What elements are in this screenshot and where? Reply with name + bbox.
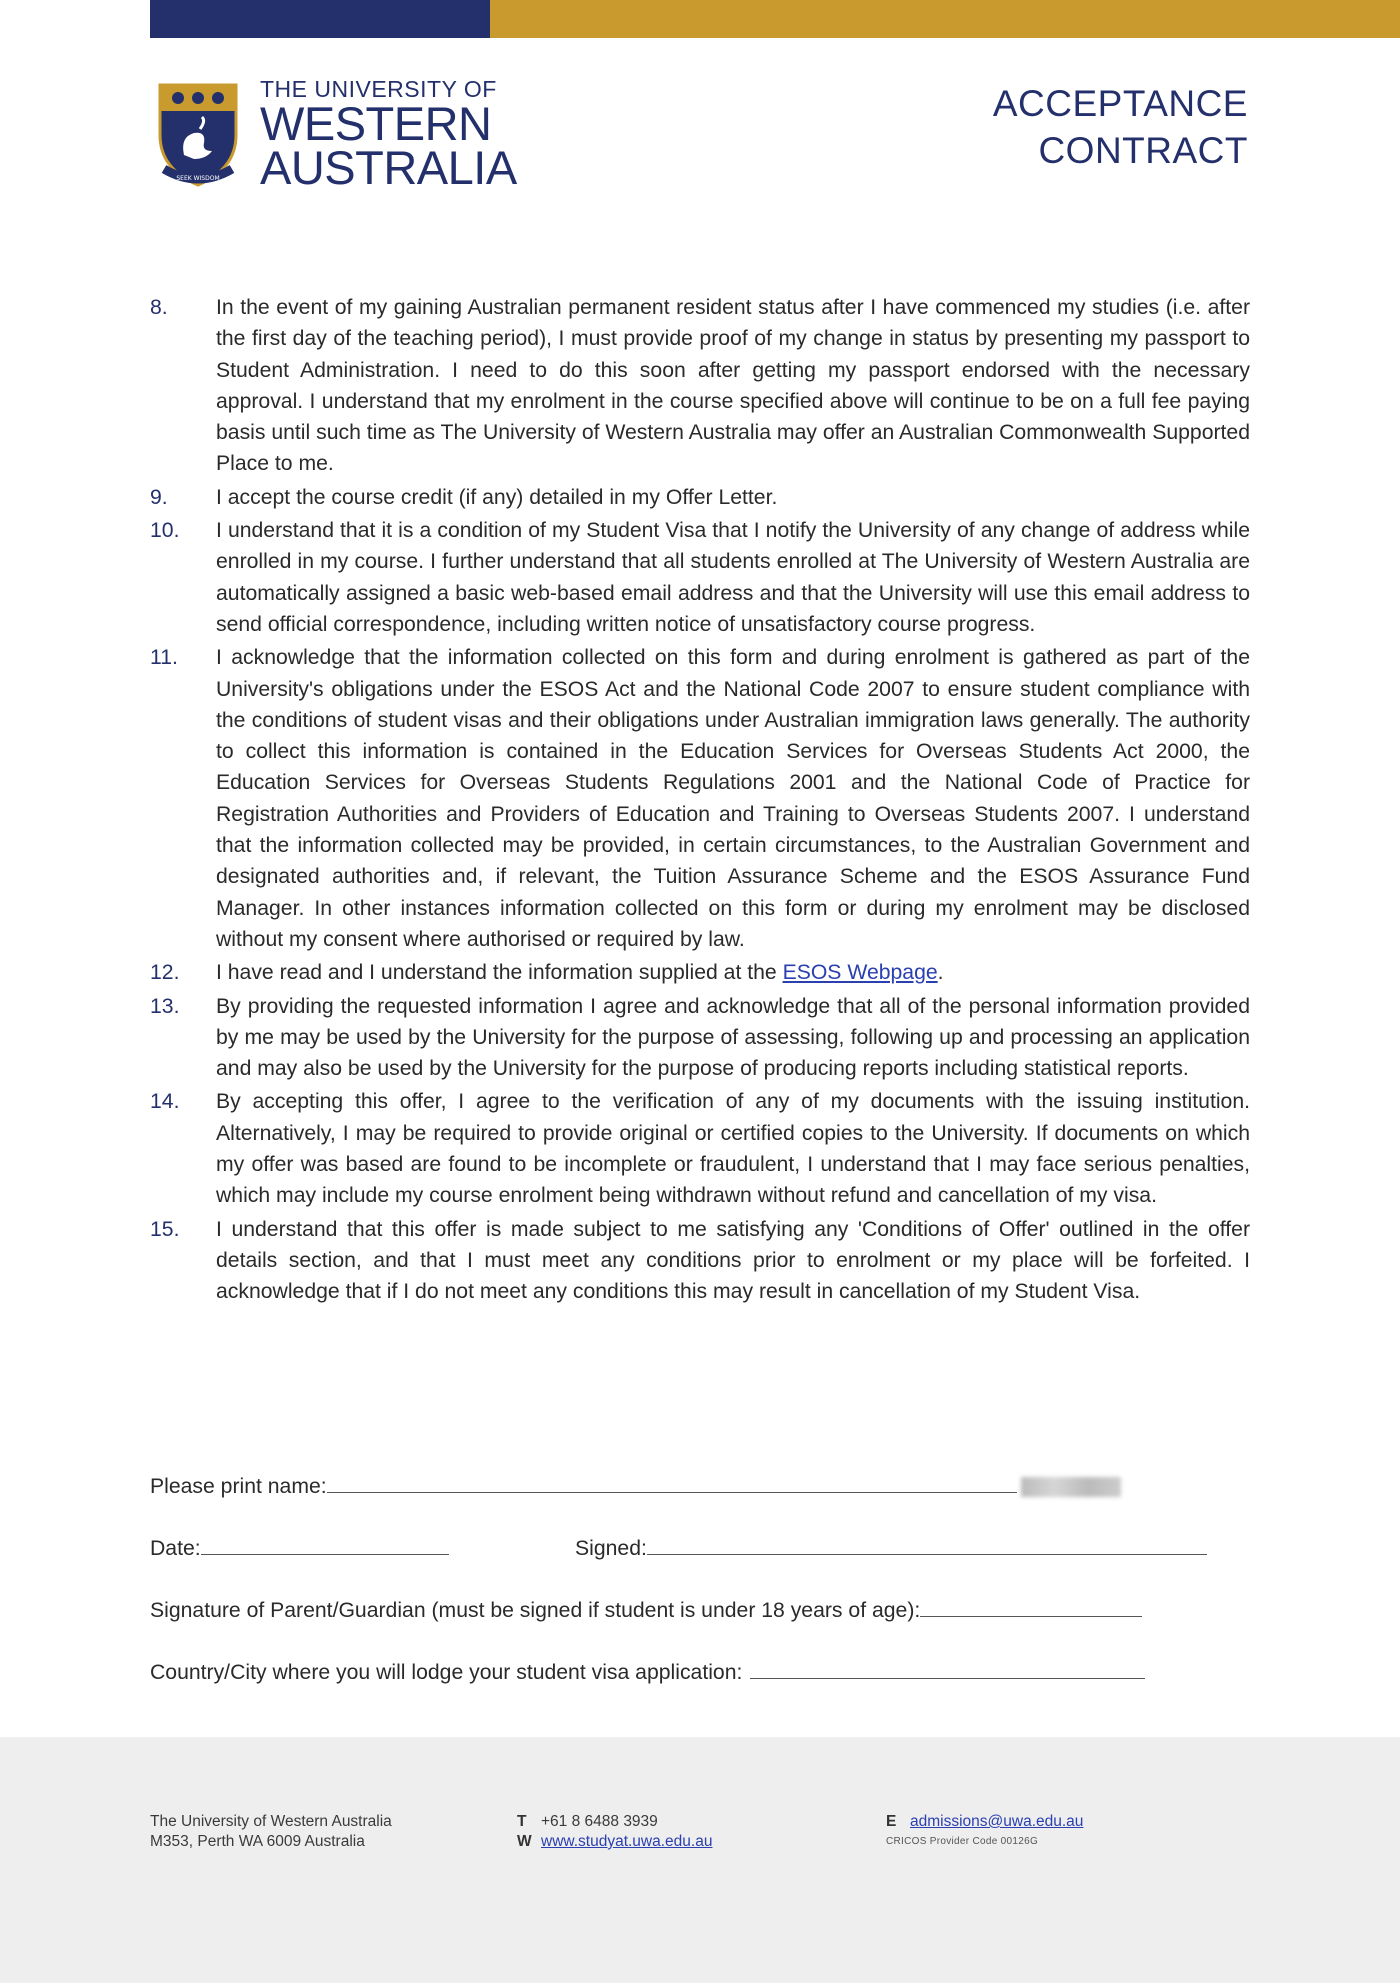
print-name-row bbox=[150, 1472, 1121, 1499]
clause-number: 8. bbox=[150, 296, 168, 319]
country-label: Country/City where you will lodge your student visa application: bbox=[150, 1661, 743, 1684]
clause-number: 11. bbox=[150, 646, 178, 670]
crest-icon bbox=[150, 77, 246, 189]
clause-text: In the event of my gaining Australian permanent resident status after I have commenced my studies (i.e. after the first day of the teaching period), I must provide proof of my change in status by presenting my passport to Student Administration. I need to do this soon after getting my passport endorsed with the necessary approval. I understand that my enrolment in the course specified above will continue to be on a full fee paying basis until such time as The University of Western Australia may offer an Australian Commonwealth Supported Place to me. bbox=[216, 296, 1250, 476]
email-link[interactable]: admissions@uwa.edu.au bbox=[910, 1813, 1084, 1830]
logo-line-2: WESTERN bbox=[260, 97, 492, 150]
phone-label: T bbox=[517, 1813, 527, 1830]
crest-motto: SEEK WISDOM bbox=[176, 175, 220, 182]
document-title bbox=[993, 80, 1248, 174]
clause-number: 12. bbox=[150, 961, 180, 985]
document-title-line-2: CONTRACT bbox=[1038, 130, 1248, 171]
redacted-name bbox=[1021, 1477, 1121, 1497]
clause-number: 15. bbox=[150, 1217, 180, 1241]
clause-number: 9. bbox=[150, 485, 168, 509]
header-bar-gold bbox=[490, 0, 1400, 38]
address-line-2: M353, Perth WA 6009 Australia bbox=[150, 1833, 365, 1850]
signed-row bbox=[575, 1534, 1207, 1561]
phone-number: +61 8 6488 3939 bbox=[541, 1813, 658, 1830]
date-label: Date: bbox=[150, 1537, 201, 1560]
document-title-line-1: ACCEPTANCE bbox=[992, 83, 1248, 124]
print-name-label: Please print name: bbox=[150, 1475, 327, 1498]
footer-email bbox=[886, 1812, 1083, 1852]
clause-12 bbox=[150, 957, 1250, 988]
clause-number: 14. bbox=[150, 1090, 180, 1114]
cricos-code: CRICOS Provider Code 00126G bbox=[886, 1836, 1039, 1847]
footer-address bbox=[150, 1812, 392, 1852]
guardian-signature-field[interactable] bbox=[920, 1596, 1142, 1617]
website-link[interactable]: www.studyat.uwa.edu.au bbox=[541, 1833, 713, 1850]
clause-15 bbox=[150, 1214, 1250, 1308]
country-row bbox=[150, 1658, 1145, 1685]
university-logo bbox=[150, 72, 517, 194]
clause-number: 10. bbox=[150, 519, 180, 543]
clause-text: By providing the requested information I agree and acknowledge that all of the personal information provided by me may be used by the University for the purpose of assessing, following up and processing an application and may also be used by the University for the purpose of producing reports including statistical reports. bbox=[216, 994, 1250, 1081]
clause-list bbox=[150, 292, 1250, 1310]
logo-line-3: AUSTRALIA bbox=[260, 141, 517, 194]
signature-field[interactable] bbox=[647, 1534, 1207, 1555]
clause-9 bbox=[150, 482, 1250, 513]
clause-11 bbox=[150, 642, 1250, 955]
clause-8 bbox=[150, 292, 1250, 480]
guardian-label: Signature of Parent/Guardian (must be signed if student is under 18 years of age): bbox=[150, 1599, 921, 1622]
clause-number: 13. bbox=[150, 994, 180, 1018]
clause-text: I acknowledge that the information collected on this form and during enrolment is gathered as part of the University's obligations under the ESOS Act and the National Code 2007 to ensure student compliance with the conditions of student visas and their obligations under Australian immigration laws generally. The authority to collect this information is contained in the Education Services for Overseas Students Act 2000, the Education Services for Overseas Students Regulations 2001 and the National Code of Practice for Registration Authorities and Providers of Education and Training to Overseas Students 2007. I understand that the information collected may be provided, in certain circumstances, to the Australian Government and designated authorities and, if relevant, the Tuition Assurance Scheme and the ESOS Assurance Fund Manager. In other instances information collected on this form or during my enrolment may be disclosed without my consent where authorised or required by law. bbox=[216, 646, 1250, 951]
country-city-field[interactable] bbox=[750, 1658, 1145, 1679]
email-label: E bbox=[886, 1813, 897, 1830]
clause-text: I accept the course credit (if any) detailed in my Offer Letter. bbox=[216, 485, 778, 509]
clause-text: I have read and I understand the information supplied at the bbox=[216, 961, 783, 985]
web-label: W bbox=[517, 1833, 532, 1850]
logo-line-1: THE UNIVERSITY OF bbox=[260, 76, 497, 102]
print-name-field[interactable] bbox=[327, 1472, 1017, 1493]
clause-text: I understand that this offer is made subject to me satisfying any 'Conditions of Offer' outlined in the offer details section, and that I must meet any conditions prior to enrolment or my place will be forfeited. I acknowledge that if I do not meet any conditions this may result in cancellation of my Student Visa. bbox=[216, 1217, 1250, 1304]
footer-contact bbox=[517, 1812, 712, 1852]
signed-label: Signed: bbox=[575, 1537, 647, 1560]
clause-14 bbox=[150, 1086, 1250, 1211]
footer bbox=[0, 1737, 1400, 1983]
date-row bbox=[150, 1534, 449, 1561]
esos-webpage-link[interactable]: ESOS Webpage bbox=[782, 961, 938, 985]
clause-text-end: . bbox=[937, 961, 944, 985]
guardian-row bbox=[150, 1596, 1142, 1623]
address-line-1: The University of Western Australia bbox=[150, 1813, 392, 1830]
date-field[interactable] bbox=[201, 1534, 449, 1555]
clause-text: I understand that it is a condition of my Student Visa that I notify the University of any change of address while enrolled in my course. I further understand that all students enrolled at The University of Western Australia are automatically assigned a basic web-based email address and that the University will use this email address to send official correspondence, including written notice of unsatisfactory course progress. bbox=[216, 519, 1250, 636]
clause-text: By accepting this offer, I agree to the verification of any of my documents with the issuing institution. Alternatively, I may be required to provide original or certified copies to the University. If documents on which my offer was based are found to be incomplete or fraudulent, I understand that I may face serious penalties, which may include my course enrolment being withdrawn without refund and cancellation of my visa. bbox=[216, 1090, 1250, 1208]
header-bar-blue bbox=[150, 0, 490, 38]
clause-13 bbox=[150, 991, 1250, 1085]
clause-10 bbox=[150, 515, 1250, 640]
